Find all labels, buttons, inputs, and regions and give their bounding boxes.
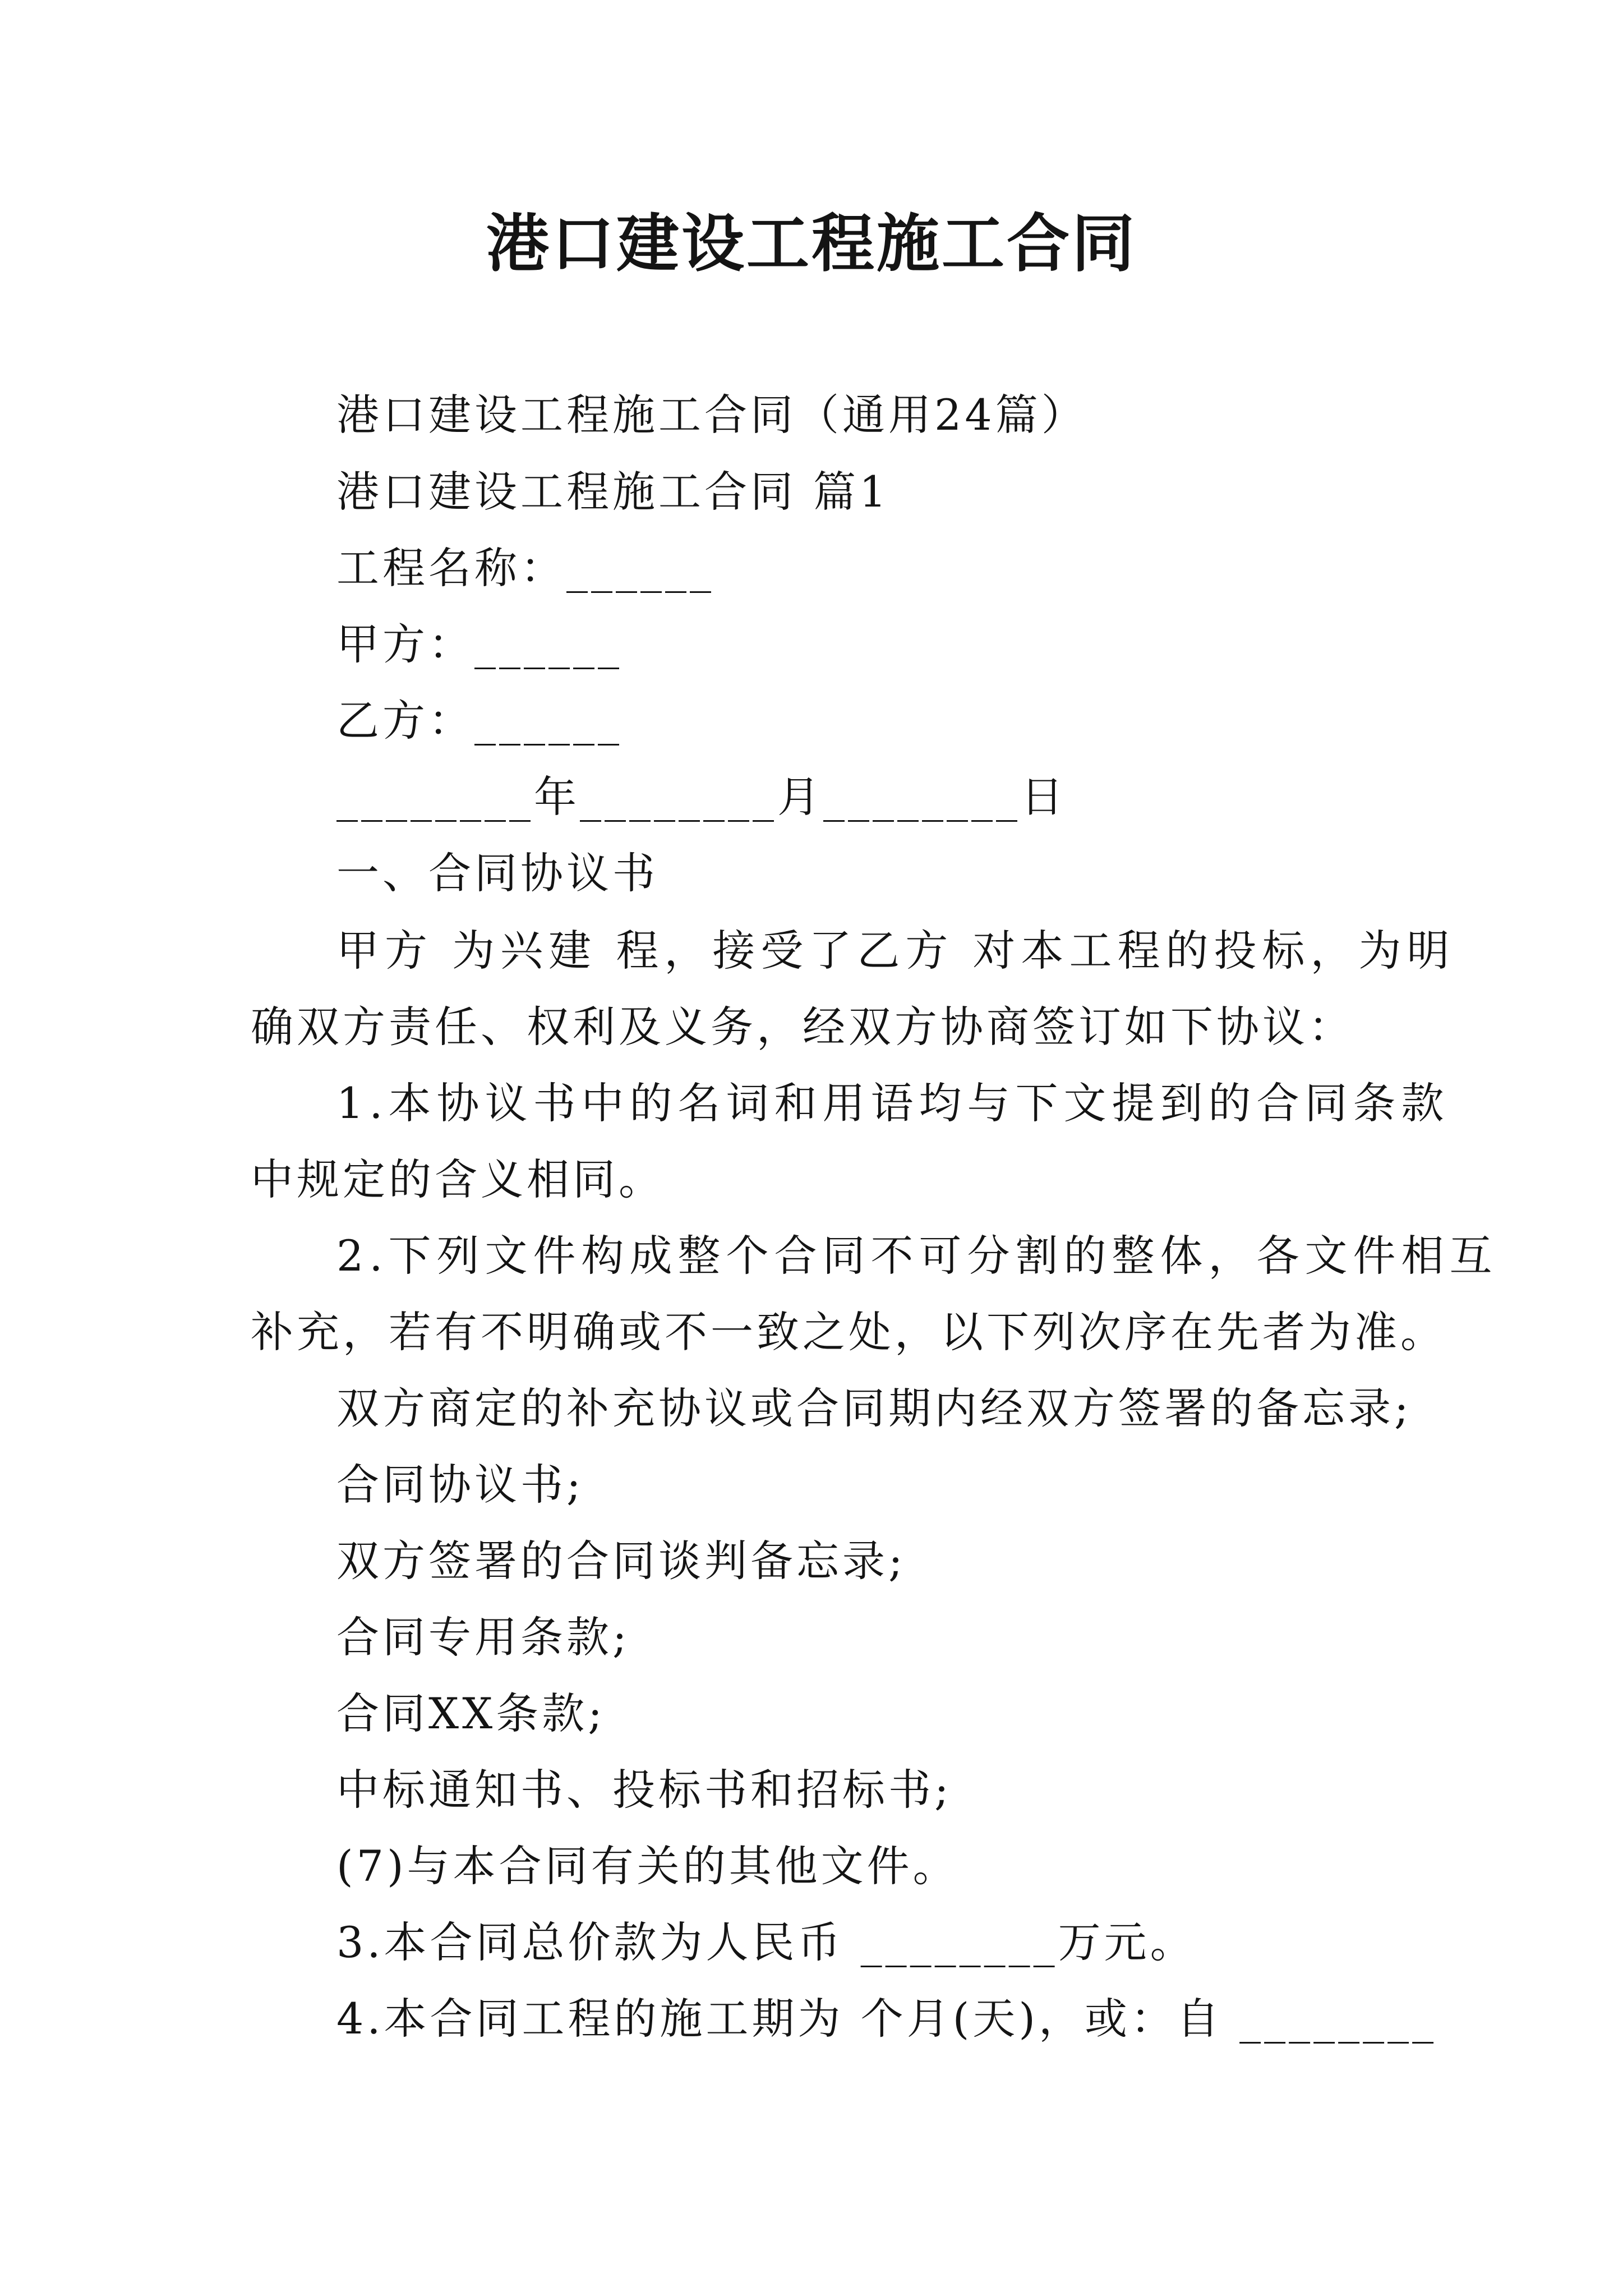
paragraph-line: 1.本协议书中的名词和用语均与下文提到的合同条款 — [336, 1078, 1450, 1128]
section-heading: 港口建设工程施工合同 篇1 — [336, 467, 890, 517]
paragraph-line: 甲方 为兴建 程，接受了乙方 对本工程的投标，为明 — [336, 926, 1455, 976]
list-item: 中标通知书、投标书和招标书; — [336, 1765, 952, 1815]
list-item: 双方签署的合同谈判备忘录; — [336, 1536, 906, 1586]
paragraph-line: 4.本合同工程的施工期为 个月(天)，或：自 ________ — [336, 1994, 1437, 2044]
list-item: (7)与本合同有关的其他文件。 — [336, 1841, 959, 1891]
paragraph-line: 确双方责任、权利及义务，经双方协商签订如下协议： — [251, 1002, 1354, 1052]
list-item: 合同专用条款; — [336, 1612, 630, 1662]
paragraph-line: 3.本合同总价款为人民币 ________万元。 — [336, 1917, 1196, 1967]
chapter-heading: 一、合同协议书 — [336, 848, 658, 898]
party-a-field: 甲方：______ — [336, 619, 623, 669]
paragraph-line: 中规定的含义相同。 — [251, 1154, 665, 1204]
party-b-field: 乙方：______ — [336, 696, 623, 746]
paragraph-line: 2.下列文件构成整个合同不可分割的整体，各文件相互 — [336, 1231, 1498, 1281]
date-field: ________年________月________日 — [336, 772, 1067, 822]
document-title: 港口建设工程施工合同 — [486, 207, 1137, 280]
paragraph-line: 补充，若有不明确或不一致之处，以下列次序在先者为准。 — [251, 1307, 1446, 1357]
document-subtitle: 港口建设工程施工合同（通用24篇） — [336, 390, 1087, 440]
list-item: 合同XX条款; — [336, 1688, 606, 1738]
project-name-field: 工程名称：______ — [336, 543, 714, 593]
list-item: 双方商定的补充协议或合同期内经双方签署的备忘录; — [336, 1383, 1412, 1433]
list-item: 合同协议书; — [336, 1460, 584, 1510]
